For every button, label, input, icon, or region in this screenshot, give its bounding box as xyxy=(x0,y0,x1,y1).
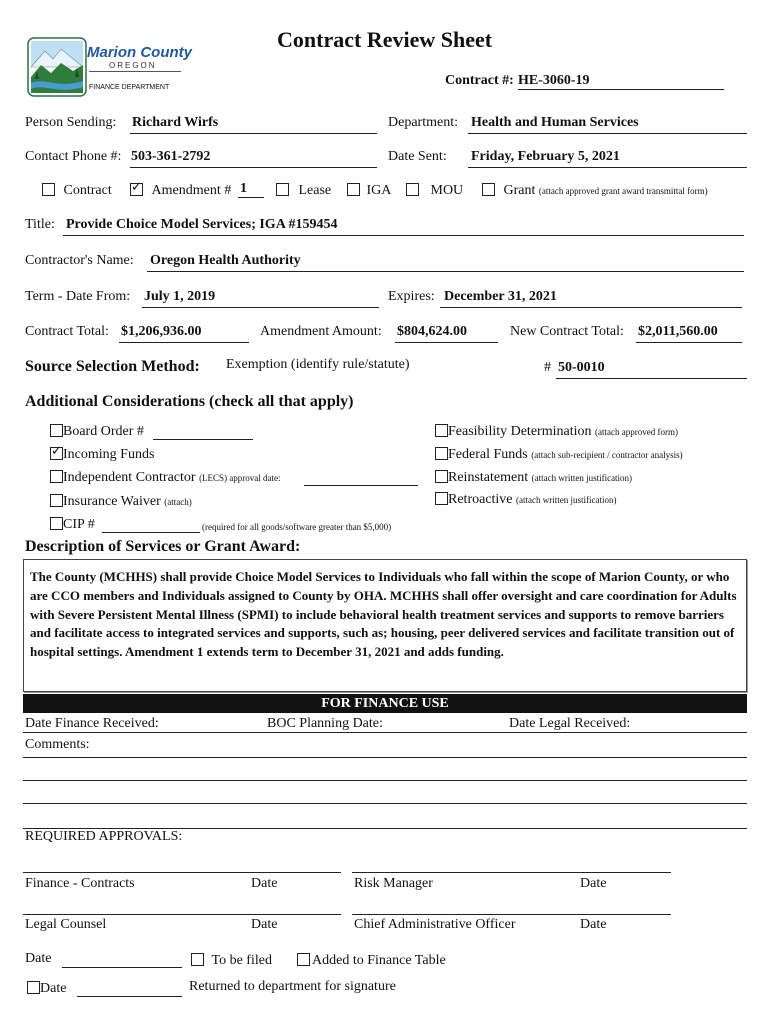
mou-checkbox[interactable] xyxy=(406,183,419,196)
feasibility-option[interactable] xyxy=(435,424,678,440)
added-finance-table-checkbox[interactable] xyxy=(297,953,310,966)
expires-field[interactable]: December 31, 2021 xyxy=(440,289,742,308)
board-order-checkbox[interactable] xyxy=(50,424,63,437)
description-text: The County (MCHHS) shall provide Choice Model Services to Individuals who fall within the scope of Marion County, or who are CCO members and Individuals assigned to County by OHA. MCHHS shall offer oversight and care coordination for Adults with Severe Persistent Mental Illness (SPMI) to include behavioral health treatment services and supports to remove barriers and facilitate access to integrated services and supports, such as; housing, peer delivered services and facilitate transition out of hospital settings. Amendment 1 extends term to December 31, 2021 and adds funding. xyxy=(30,569,737,660)
mou-type-label: MOU xyxy=(430,183,464,198)
grant-type-label: Grant xyxy=(503,183,536,198)
grant-checkbox[interactable] xyxy=(482,183,495,196)
type-grant[interactable] xyxy=(482,183,708,199)
additional-considerations-heading: Additional Considerations (check all that apply) xyxy=(25,393,354,410)
boc-planning-date-label[interactable]: BOC Planning Date: xyxy=(267,716,383,731)
legal-counsel-signature-line[interactable] xyxy=(23,914,341,915)
date-finance-received-label[interactable]: Date Finance Received: xyxy=(25,716,159,731)
finance-contracts-date-label: Date xyxy=(251,876,278,891)
federal-funds-note: (attach sub-recipient / contractor analysis) xyxy=(531,450,683,460)
independent-contractor-option[interactable] xyxy=(50,470,281,486)
department-field[interactable]: Health and Human Services xyxy=(468,115,747,134)
comments-label: Comments: xyxy=(25,737,90,752)
required-approvals-heading: REQUIRED APPROVALS: xyxy=(25,829,183,844)
amendment-amount-field[interactable]: $804,624.00 xyxy=(395,324,498,343)
type-iga[interactable] xyxy=(347,183,391,199)
returned-note: Returned to department for signature xyxy=(189,979,396,994)
insurance-waiver-note: (attach) xyxy=(164,497,192,507)
feasibility-label: Feasibility Determination xyxy=(448,424,592,439)
type-contract[interactable] xyxy=(42,183,112,199)
independent-contractor-label: Independent Contractor xyxy=(63,470,196,485)
risk-manager-signature-line[interactable] xyxy=(352,872,671,873)
amendment-number-field[interactable]: 1 xyxy=(238,181,264,198)
contract-checkbox[interactable] xyxy=(42,183,55,196)
incoming-funds-checkbox[interactable] xyxy=(50,447,63,460)
department-label: Department: xyxy=(388,115,458,130)
cip-checkbox[interactable] xyxy=(50,517,63,530)
feasibility-note: (attach approved form) xyxy=(594,427,678,437)
to-be-filed-label: To be filed xyxy=(211,953,272,968)
contract-total-field[interactable]: $1,206,936.00 xyxy=(119,324,249,343)
title-label: Title: xyxy=(25,217,55,232)
finance-use-label: FOR FINANCE USE xyxy=(321,696,449,711)
federal-funds-option[interactable] xyxy=(435,447,683,463)
retroactive-note: (attach written justification) xyxy=(516,495,617,505)
legal-counsel-label: Legal Counsel xyxy=(25,917,107,932)
cip-number-field[interactable] xyxy=(102,517,200,533)
returned-date-label: Date xyxy=(40,981,67,996)
contract-total-label: Contract Total: xyxy=(25,324,109,339)
filing-date-label: Date xyxy=(25,951,52,966)
type-mou[interactable] xyxy=(406,183,463,199)
reinstatement-note: (attach written justification) xyxy=(531,473,633,483)
source-number-label: # xyxy=(544,360,551,375)
lecs-approval-date-field[interactable] xyxy=(304,470,418,486)
grant-note: (attach approved grant award transmittal form) xyxy=(538,186,708,196)
legal-counsel-date-label: Date xyxy=(251,917,278,932)
incoming-funds-label: Incoming Funds xyxy=(63,447,155,462)
logo-divider xyxy=(89,71,181,72)
contact-phone-field[interactable]: 503-361-2792 xyxy=(130,149,377,168)
contract-number-label: Contract #: xyxy=(445,73,514,88)
county-logo-icon xyxy=(27,37,87,97)
marion-county-logo xyxy=(27,37,192,97)
expires-label: Expires: xyxy=(388,289,435,304)
comments-line-1[interactable] xyxy=(23,757,747,758)
cao-label: Chief Administrative Officer xyxy=(354,917,516,932)
term-from-field[interactable]: July 1, 2019 xyxy=(142,289,379,308)
finance-contracts-label: Finance - Contracts xyxy=(25,876,135,891)
contact-phone-label: Contact Phone #: xyxy=(25,149,122,164)
federal-funds-checkbox[interactable] xyxy=(435,447,448,460)
date-sent-field[interactable]: Friday, February 5, 2021 xyxy=(468,149,747,168)
added-finance-table-label: Added to Finance Table xyxy=(312,953,446,968)
amendment-amount-label: Amendment Amount: xyxy=(260,324,382,339)
iga-checkbox[interactable] xyxy=(347,183,360,196)
comments-line-3[interactable] xyxy=(23,803,747,804)
to-be-filed-option[interactable] xyxy=(191,953,272,969)
added-finance-table-option[interactable] xyxy=(297,953,446,969)
cip-label: CIP # xyxy=(63,517,95,532)
independent-contractor-checkbox[interactable] xyxy=(50,470,63,483)
finance-contracts-signature-line[interactable] xyxy=(23,872,341,873)
person-sending-label: Person Sending: xyxy=(25,115,117,130)
person-sending-field[interactable]: Richard Wirfs xyxy=(130,115,377,134)
contractor-name-field[interactable]: Oregon Health Authority xyxy=(147,253,744,272)
cao-date-label: Date xyxy=(580,917,607,932)
iga-type-label: IGA xyxy=(366,183,392,198)
cip-note: (required for all goods/software greater than $5,000) xyxy=(202,522,392,532)
date-legal-received-label[interactable]: Date Legal Received: xyxy=(509,716,631,731)
new-contract-total-label: New Contract Total: xyxy=(510,324,624,339)
independent-contractor-note: (LECS) approval date: xyxy=(199,473,281,483)
logo-state: OREGON xyxy=(109,61,157,70)
logo-department: FINANCE DEPARTMENT xyxy=(89,84,170,91)
page-title: Contract Review Sheet xyxy=(277,27,493,52)
insurance-waiver-checkbox[interactable] xyxy=(50,494,63,507)
reinstatement-label: Reinstatement xyxy=(448,470,529,485)
cao-signature-line[interactable] xyxy=(352,914,671,915)
risk-manager-date-label: Date xyxy=(580,876,607,891)
retroactive-checkbox[interactable] xyxy=(435,492,448,505)
source-selection-label: Source Selection Method: xyxy=(25,358,200,375)
comments-line-2[interactable] xyxy=(23,780,747,781)
board-order-option[interactable] xyxy=(50,424,144,440)
amendment-type-label: Amendment # xyxy=(151,183,232,198)
cip-option[interactable] xyxy=(50,517,95,533)
reinstatement-checkbox[interactable] xyxy=(435,470,448,483)
description-box[interactable] xyxy=(23,559,747,692)
finance-use-banner xyxy=(23,694,747,713)
new-contract-total-field[interactable]: $2,011,560.00 xyxy=(636,324,742,343)
retroactive-label: Retroactive xyxy=(448,492,513,507)
logo-county-name: Marion County xyxy=(87,44,192,61)
filing-date-field[interactable] xyxy=(62,952,182,968)
term-from-label: Term - Date From: xyxy=(25,289,131,304)
insurance-waiver-label: Insurance Waiver xyxy=(63,494,161,509)
contract-type-label: Contract xyxy=(63,183,112,198)
contract-number-field[interactable]: HE-3060-19 xyxy=(518,73,724,90)
source-number-field[interactable]: 50-0010 xyxy=(556,360,747,379)
federal-funds-label: Federal Funds xyxy=(448,447,528,462)
type-lease[interactable] xyxy=(276,183,331,199)
board-order-field[interactable] xyxy=(153,424,253,440)
insurance-waiver-option[interactable] xyxy=(50,494,192,510)
source-selection-value[interactable]: Exemption (identify rule/statute) xyxy=(226,357,410,372)
type-amendment[interactable] xyxy=(130,183,231,199)
lease-type-label: Lease xyxy=(298,183,332,198)
title-field[interactable]: Provide Choice Model Services; IGA #159454 xyxy=(63,217,744,236)
returned-date-option[interactable] xyxy=(27,981,66,997)
board-order-label: Board Order # xyxy=(63,424,144,439)
to-be-filed-checkbox[interactable] xyxy=(191,953,204,966)
feasibility-checkbox[interactable] xyxy=(435,424,448,437)
amendment-checkbox[interactable] xyxy=(130,183,143,196)
lease-checkbox[interactable] xyxy=(276,183,289,196)
risk-manager-label: Risk Manager xyxy=(354,876,433,891)
date-sent-label: Date Sent: xyxy=(388,149,447,164)
incoming-funds-option[interactable] xyxy=(50,447,154,463)
returned-date-field[interactable] xyxy=(77,981,182,997)
reinstatement-option[interactable] xyxy=(435,470,632,486)
retroactive-option[interactable] xyxy=(435,492,617,508)
contractor-name-label: Contractor's Name: xyxy=(25,253,134,268)
returned-date-checkbox[interactable] xyxy=(27,981,40,994)
description-heading: Description of Services or Grant Award: xyxy=(25,538,301,555)
